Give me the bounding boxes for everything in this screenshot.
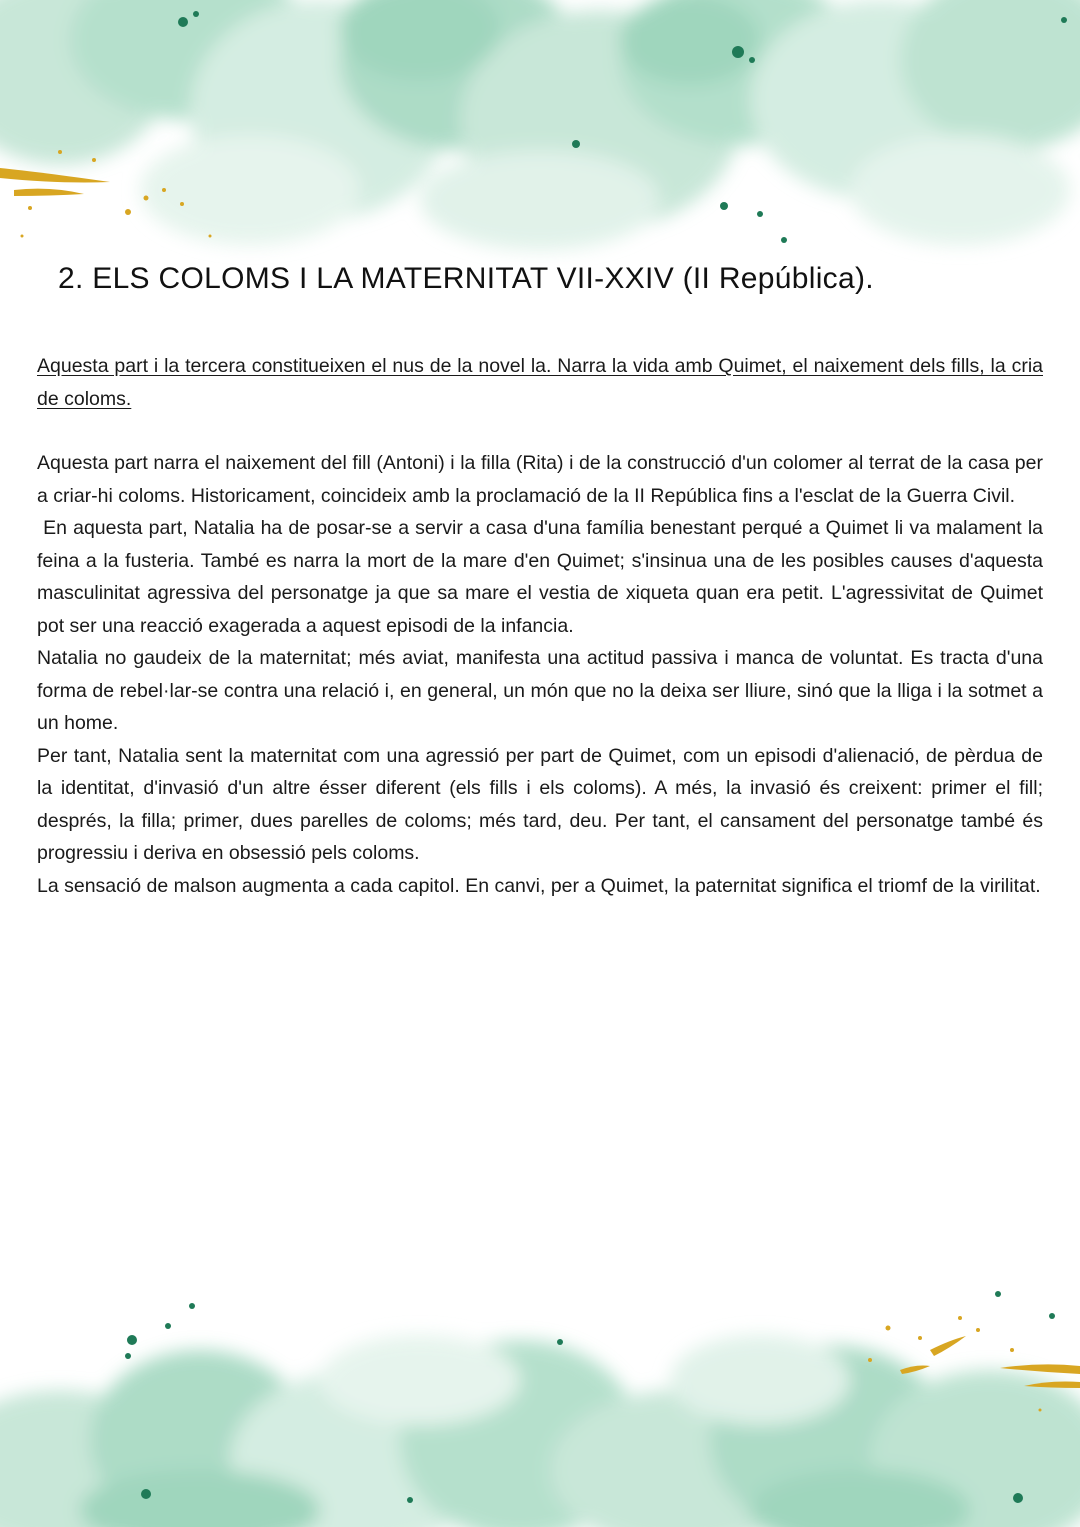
- watercolor-header-decoration: [0, 0, 1080, 290]
- paragraph: Aquesta part narra el naixement del fill (Antoni) i la filla (Rita) i de la construcció d'un colomer al terrat de la casa per a criar-hi coloms. Historicament, coincideix amb la proclamació de la II República fins a l'esclat de la Guerra Civil.: [37, 452, 1043, 507]
- page-title: 2. ELS COLOMS I LA MATERNITAT VII-XXIV (II República).: [58, 262, 874, 295]
- watercolor-footer-decoration: [0, 1270, 1080, 1527]
- paragraph: Natalia no gaudeix de la maternitat; més aviat, manifesta una actitud passiva i manca de voluntat. Es tracta d'una forma de rebel·lar-se contra una relació i, en general, un món que no la deixa ser lliure, sinó que la lliga i la sotmet a un home.: [37, 647, 1043, 734]
- paragraph: La sensació de malson augmenta a cada capitol. En canvi, per a Quimet, la paternitat significa el triomf de la virilitat.: [37, 874, 1041, 897]
- intro-summary: Aquesta part i la tercera constitueixen el nus de la novel la. Narra la vida amb Quimet, el naixement dels fills, la cria de coloms.: [37, 355, 1043, 410]
- paragraph: Per tant, Natalia sent la maternitat com una agressió per part de Quimet, com un episodi d'alienació, de pèrdua de la identitat, d'invasió d'un altre ésser diferent (els fills i els coloms). A més, la invasió és creixent: primer el fill; després, la filla; primer, dues parelles de coloms; més tard, deu. Per tant, el cansament del personatge també és progressiu i deriva en obsessió pels coloms.: [37, 744, 1043, 864]
- body-text: [37, 447, 1043, 902]
- paragraph: En aquesta part, Natalia ha de posar-se a servir a casa d'una família benestant perqué a Quimet li va malament la feina a la fusteria. També es narra la mort de la mare d'en Quimet; s'insinua una de les posibles causes d'aquesta masculinitat agressiva del personatge ja que sa mare el vestia de xiqueta quan era petit. L'agressivitat de Quimet pot ser una reacció exagerada a aquest episodi de la infancia.: [37, 517, 1043, 637]
